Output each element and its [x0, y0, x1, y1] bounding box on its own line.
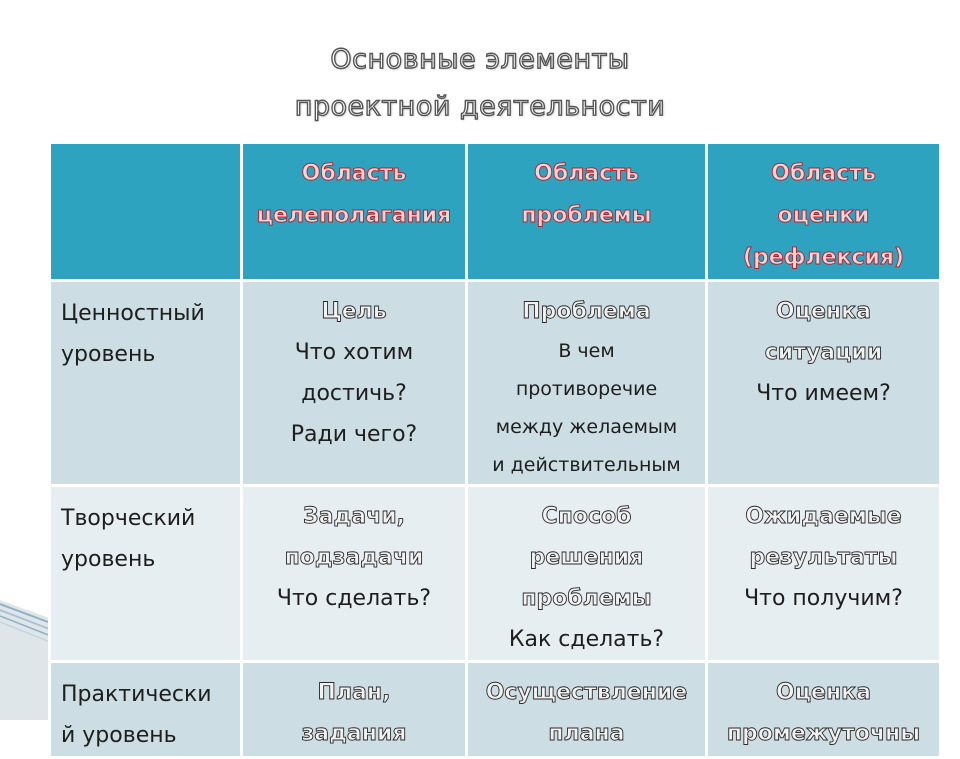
- cell-text: Что имеем?: [756, 381, 891, 406]
- cell-keyword: Ожидаемые: [745, 504, 902, 529]
- cell-keyword: План,: [317, 680, 391, 705]
- row-label-cell: [50, 281, 242, 486]
- table-cell: [707, 281, 941, 486]
- cell-keyword: Цель: [321, 299, 387, 324]
- elements-table: [48, 141, 942, 759]
- cell-text: между желаемым: [495, 416, 678, 438]
- cell-keyword: Осуществление: [485, 680, 688, 705]
- cell-keyword: промежуточны: [726, 721, 921, 746]
- header-text: проблемы: [521, 203, 652, 228]
- header-cell-problems: [467, 143, 707, 281]
- cell-text: Ради чего?: [290, 422, 418, 447]
- row-label-cell: [50, 486, 242, 662]
- table-cell: [242, 281, 467, 486]
- cell-text: достичь?: [301, 381, 407, 406]
- row-label-cell: [50, 662, 242, 758]
- cell-text: В чем: [558, 340, 615, 362]
- header-text: целеполагания: [256, 203, 452, 228]
- cell-text: Что получим?: [744, 586, 903, 611]
- table-row: [50, 486, 941, 662]
- cell-keyword: решения: [529, 545, 644, 570]
- row-label: Ценностный: [61, 301, 205, 326]
- cell-keyword: Оценка: [776, 299, 871, 324]
- table-cell: [242, 662, 467, 758]
- cell-keyword: Оценка: [776, 680, 871, 705]
- title-line-1: Основные элементы: [330, 44, 630, 75]
- row-label: уровень: [61, 547, 156, 572]
- table-row: [50, 662, 941, 758]
- table-cell: [467, 281, 707, 486]
- table-row: [50, 281, 941, 486]
- header-cell-goal-setting: [242, 143, 467, 281]
- row-label: уровень: [61, 342, 156, 367]
- cell-keyword: Задачи,: [303, 504, 405, 529]
- table-cell: [707, 662, 941, 758]
- header-text: Область: [771, 161, 876, 186]
- cell-keyword: проблемы: [521, 586, 652, 611]
- header-cell-evaluation: [707, 143, 941, 281]
- row-label: Практически: [61, 682, 212, 707]
- cell-keyword: ситуации: [764, 340, 883, 365]
- table-header-row: [50, 143, 941, 281]
- cell-keyword: Проблема: [522, 299, 651, 324]
- cell-text: противоречие: [515, 378, 658, 400]
- header-text: оценки: [777, 203, 870, 228]
- cell-keyword: плана: [548, 721, 625, 746]
- title-line-2: проектной деятельности: [294, 91, 666, 122]
- row-label: й уровень: [61, 723, 177, 748]
- cell-keyword: результаты: [749, 545, 898, 570]
- cell-keyword: Способ: [541, 504, 632, 529]
- header-text: (рефлексия): [742, 245, 905, 270]
- cell-keyword: подзадачи: [284, 545, 424, 570]
- table-cell: [467, 662, 707, 758]
- header-text: Область: [301, 161, 407, 186]
- table-cell: [242, 486, 467, 662]
- cell-text: Что сделать?: [276, 586, 432, 611]
- table-cell: [467, 486, 707, 662]
- table-cell: [707, 486, 941, 662]
- cell-text: Что хотим: [294, 340, 414, 365]
- header-text: Область: [534, 161, 639, 186]
- cell-keyword: задания: [301, 721, 407, 746]
- header-cell-empty: [50, 143, 242, 281]
- page-title: [0, 36, 960, 130]
- cell-text: и действительным: [492, 454, 681, 476]
- cell-text: Как сделать?: [508, 627, 665, 652]
- row-label: Творческий: [61, 506, 196, 531]
